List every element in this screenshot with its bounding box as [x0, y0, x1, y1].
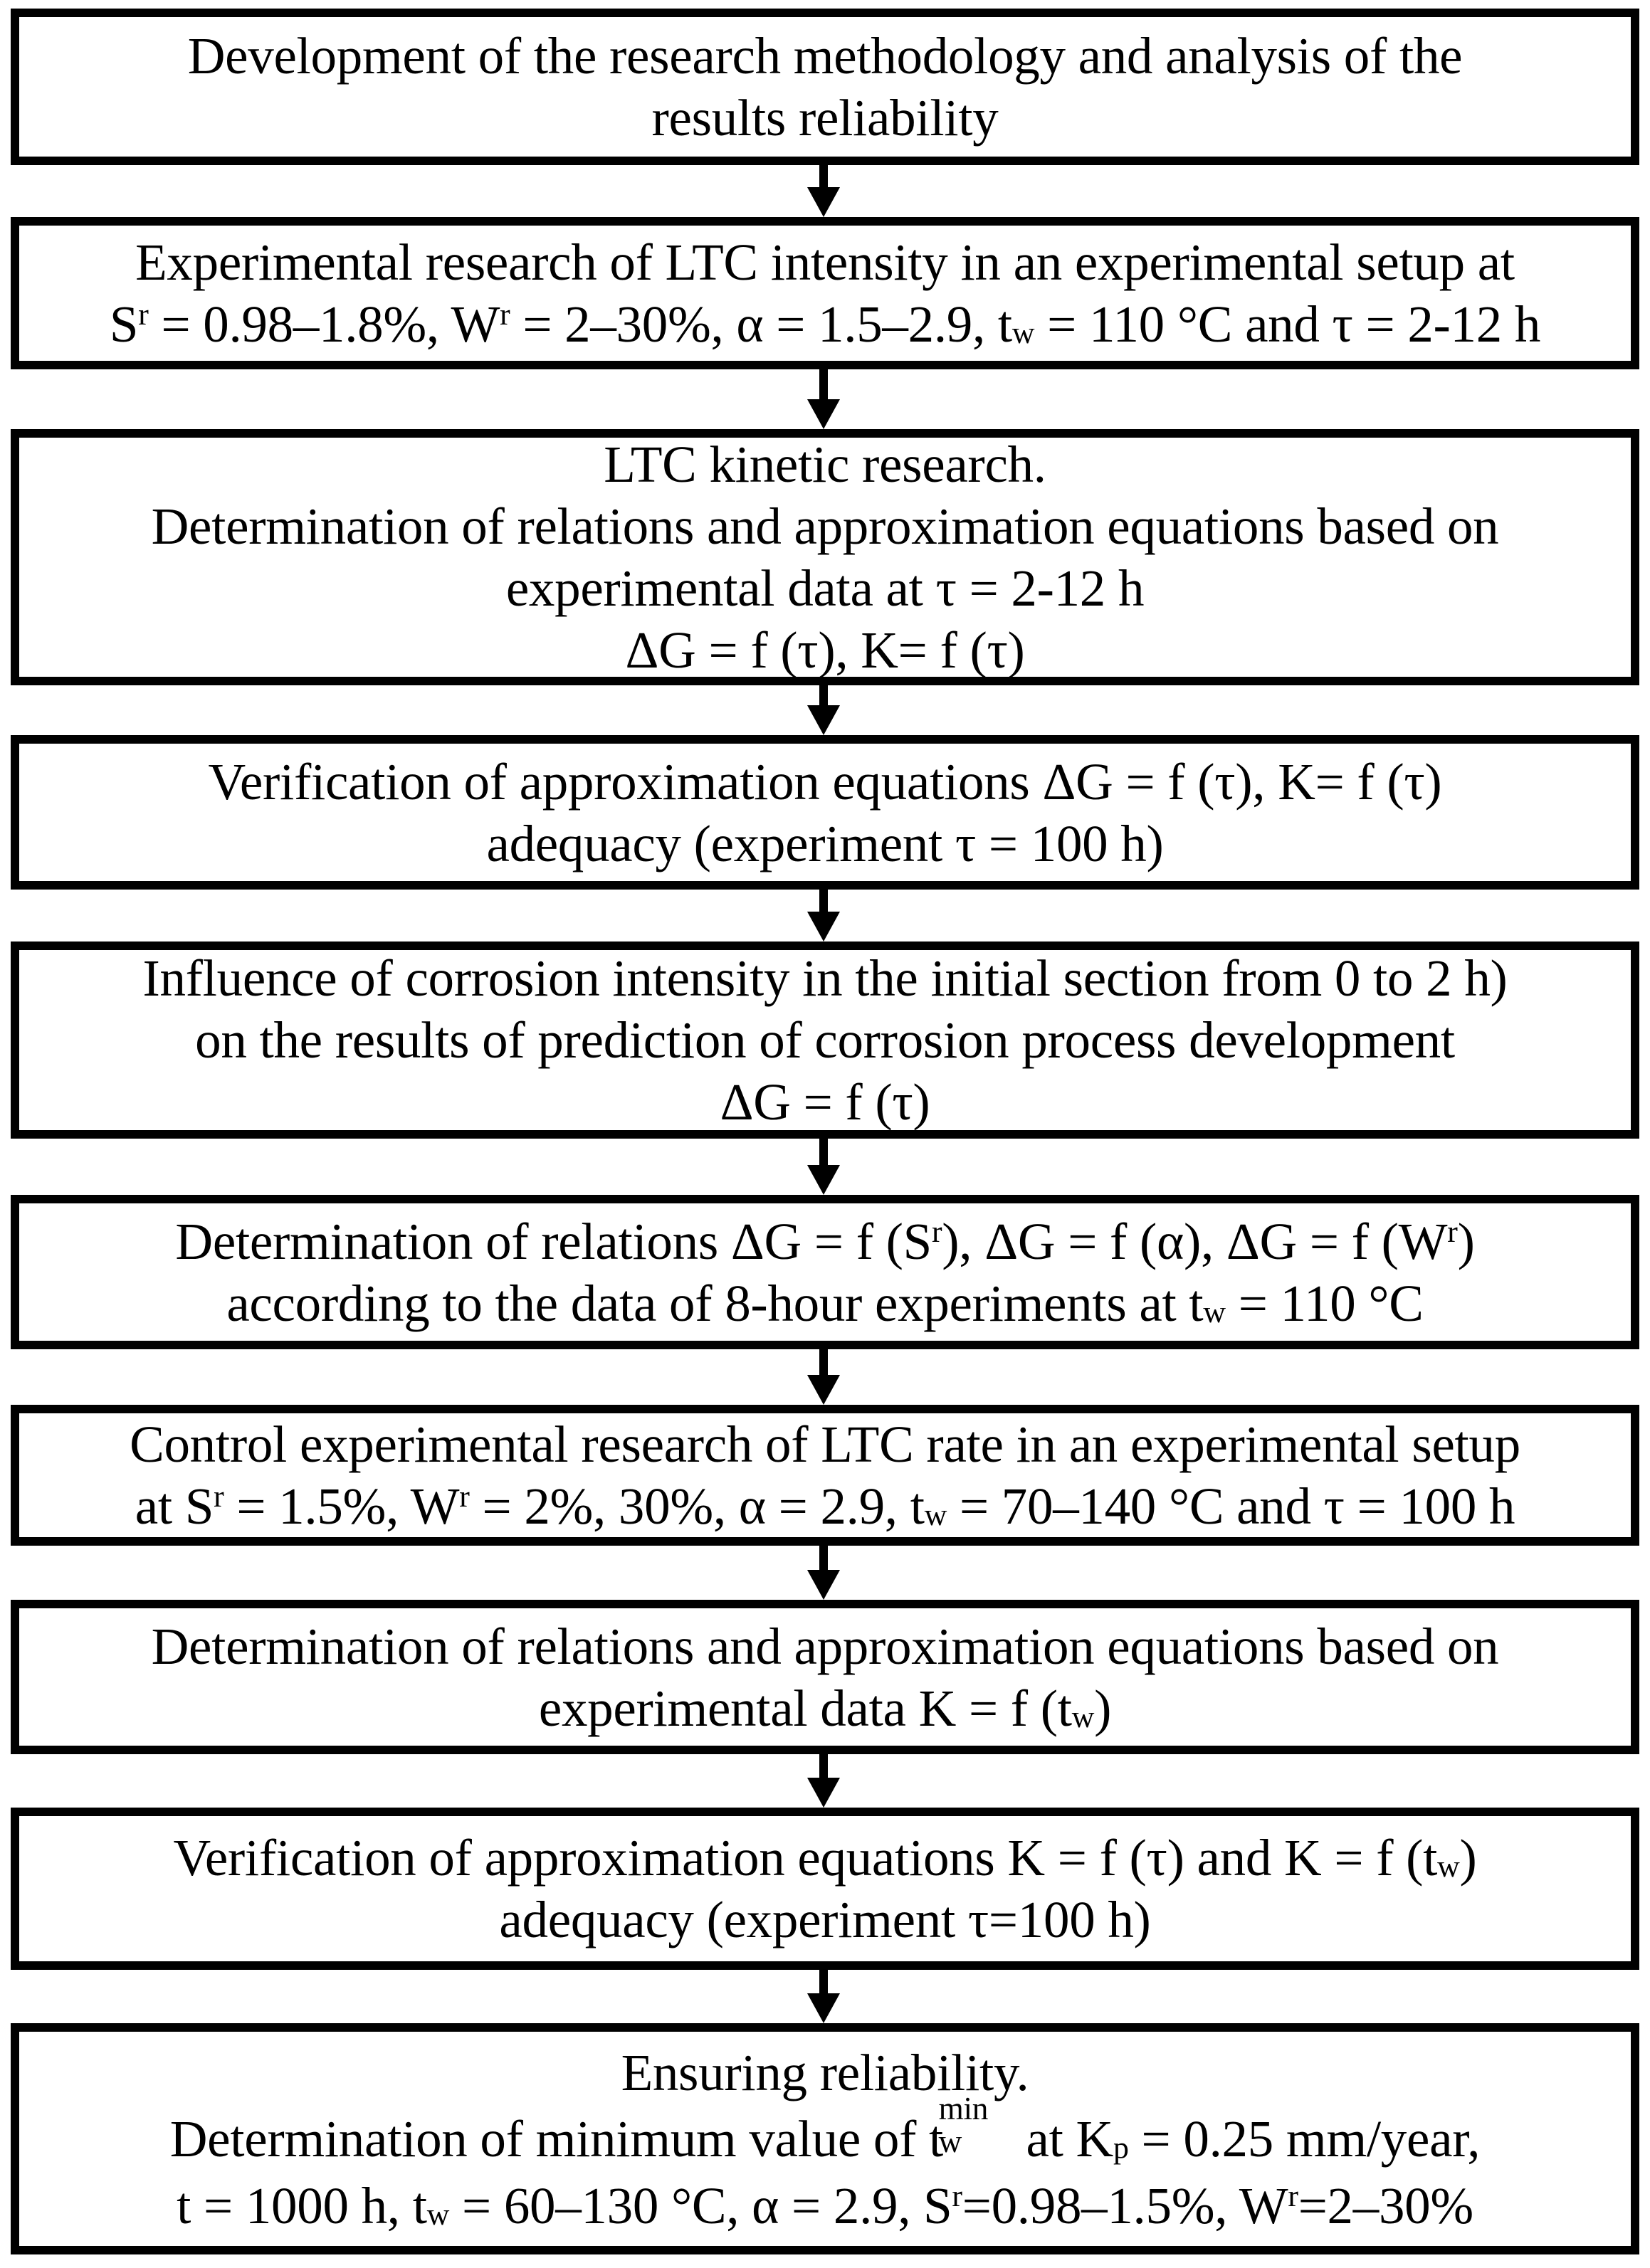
arrow-down-icon	[807, 705, 840, 735]
step-1-line-1: Development of the research methodology and analysis of the	[187, 27, 1463, 85]
step-10-line-3	[177, 2175, 1473, 2237]
step-3-line-4: ΔG = f (τ), K= f (τ)	[625, 621, 1025, 679]
arrow-down-icon	[807, 1165, 840, 1195]
text-part: Determination of relations ΔG = f (S	[175, 1212, 932, 1270]
subscript: w	[1203, 1294, 1226, 1329]
step-8-line-1: Determination of relations and approximation equations based on	[151, 1617, 1499, 1675]
step-10-box	[11, 2023, 1639, 2254]
superscript: min	[938, 2091, 989, 2127]
step-10-line-2	[169, 2091, 1481, 2175]
subscript: w	[426, 2197, 450, 2232]
arrow-shaft	[819, 890, 828, 914]
arrow-shaft	[819, 1754, 828, 1781]
text-part: = 1.5%, W	[224, 1477, 460, 1535]
step-5-line-2: on the results of prediction of corrosion process development	[195, 1011, 1455, 1069]
arrow-shaft	[819, 1139, 828, 1168]
step-3-line-1: LTC kinetic research.	[604, 436, 1046, 493]
step-6-line-1	[175, 1211, 1474, 1272]
arrow-shaft	[819, 165, 828, 190]
superscript: r	[1288, 2178, 1298, 2213]
subscript: w	[1071, 1699, 1095, 1734]
step-5-line-3: ΔG = f (τ)	[720, 1073, 930, 1131]
step-8-line-2	[539, 1677, 1111, 1739]
subscript: p	[1113, 2130, 1129, 2165]
step-9-line-1	[174, 1827, 1477, 1889]
step-1-box	[11, 9, 1639, 165]
step-5-line-1: Influence of corrosion intensity in the initial section from 0 to 2 h)	[142, 949, 1508, 1007]
arrow-4-to-5	[807, 890, 840, 942]
arrow-shaft	[819, 1970, 828, 1996]
arrow-shaft	[819, 369, 828, 402]
arrow-3-to-4	[807, 685, 840, 735]
text-part: = 70–140 °C and τ = 100 h	[947, 1477, 1515, 1535]
step-2-line-2	[110, 293, 1540, 355]
arrow-1-to-2	[807, 165, 840, 217]
arrow-9-to-10	[807, 1970, 840, 2023]
step-1-line-2: results reliability	[651, 89, 999, 147]
text-part: ), ΔG = f (α), ΔG = f (W	[942, 1212, 1448, 1270]
step-3-box	[11, 429, 1639, 685]
arrow-down-icon	[807, 1570, 840, 1600]
step-10-line-1: Ensuring reliability.	[621, 2043, 1029, 2101]
arrow-7-to-8	[807, 1546, 840, 1600]
step-9-line-2: adequacy (experiment τ=100 h)	[499, 1891, 1151, 1948]
text-part: )	[1094, 1679, 1112, 1737]
step-2-line-1: Experimental research of LTC intensity in an experimental setup at	[135, 233, 1515, 291]
step-3-line-2: Determination of relations and approximation equations based on	[151, 497, 1499, 555]
step-6-line-2	[226, 1272, 1423, 1334]
step-8-box	[11, 1600, 1639, 1754]
superscript: r	[952, 2178, 962, 2213]
arrow-down-icon	[807, 187, 840, 217]
arrow-shaft	[819, 1349, 828, 1378]
text-part: = 110 °C	[1225, 1274, 1424, 1332]
step-6-box	[11, 1195, 1639, 1349]
arrow-2-to-3	[807, 369, 840, 429]
text-part: = 110 °C and τ = 2-12 h	[1034, 295, 1541, 353]
text-part: S	[109, 295, 139, 353]
tw-min-symbol	[929, 2091, 1014, 2175]
arrow-6-to-7	[807, 1349, 840, 1405]
subscript: w	[1437, 1850, 1460, 1884]
text-part: =2–30%	[1298, 2176, 1473, 2235]
text-part: = 0.25 mm/year,	[1128, 2109, 1481, 2168]
text-part: Determination of minimum value of	[169, 2109, 930, 2168]
superscript: r	[932, 1214, 942, 1249]
step-4-line-2: adequacy (experiment τ = 100 h)	[486, 814, 1164, 872]
superscript: r	[214, 1479, 224, 1514]
step-3-line-3: experimental data at τ = 2-12 h	[505, 559, 1145, 617]
subscript: w	[924, 1498, 947, 1533]
arrow-down-icon	[807, 1778, 840, 1808]
text-part: )	[1459, 1829, 1477, 1887]
arrow-8-to-9	[807, 1754, 840, 1808]
step-9-box	[11, 1808, 1639, 1970]
arrow-down-icon	[807, 1375, 840, 1405]
text-part: at S	[135, 1477, 214, 1535]
step-2-box	[11, 217, 1639, 369]
text-part: =0.98–1.5%, W	[962, 2176, 1288, 2235]
subscript: w	[938, 2124, 962, 2160]
text-part: = 60–130 °C, α = 2.9, S	[449, 2176, 952, 2235]
superscript: r	[138, 297, 149, 332]
superscript: r	[1447, 1214, 1458, 1249]
text-part: according to the data of 8-hour experiments at t	[226, 1274, 1204, 1332]
text-part: W	[451, 295, 500, 353]
superscript: r	[500, 297, 510, 332]
text-part: = 0.98–1.8%,	[148, 295, 451, 353]
text-part: t	[997, 295, 1012, 353]
text-part: t	[929, 2109, 944, 2168]
text-part: )	[1457, 1212, 1475, 1270]
step-5-box	[11, 942, 1639, 1139]
arrow-down-icon	[807, 1993, 840, 2023]
text-part: Verification of approximation equations K = f (τ) and K = f (t	[173, 1829, 1438, 1887]
text-part: = 2–30%, α = 1.5–2.9,	[510, 295, 998, 353]
text-part: experimental data K = f (t	[538, 1679, 1072, 1737]
step-4-box	[11, 735, 1639, 890]
arrow-down-icon	[807, 912, 840, 942]
text-part: = 2%, 30%, α = 2.9, t	[469, 1477, 925, 1535]
step-7-line-1: Control experimental research of LTC rate in an experimental setup	[130, 1415, 1520, 1473]
step-7-line-2	[135, 1475, 1515, 1537]
arrow-5-to-6	[807, 1139, 840, 1195]
step-7-box	[11, 1405, 1639, 1546]
text-part: t = 1000 h, t	[177, 2176, 427, 2235]
superscript: r	[459, 1479, 470, 1514]
arrow-down-icon	[807, 399, 840, 429]
subscript: w	[1011, 316, 1035, 351]
step-4-line-1: Verification of approximation equations ΔG = f (τ), K= f (τ)	[208, 752, 1442, 811]
arrow-shaft	[819, 1546, 828, 1573]
text-part: at K	[1013, 2109, 1113, 2168]
